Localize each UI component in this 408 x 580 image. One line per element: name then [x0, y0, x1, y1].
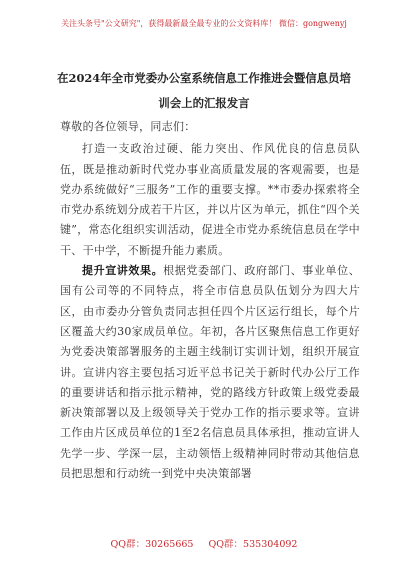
document-body [60, 117, 360, 484]
title-line-2: 训会上的汇报发言 [158, 96, 250, 110]
paragraph-1: 打造一支政治过硬、能力突出、作风优良的信息员队伍，既是推动新时代党办事业高质量发展的客观需要，也是党办系统做好“三服务”工作的重要支撑。**市委办探索将全市党办系统划分成若干片区，并以片区为单元，抓住“四个关键”，常态化组织实训活动，促进全市党办系统信息员在学中干、干中学，不断提升能力素质。 [60, 142, 360, 257]
footer-qq-group-1: QQ群：30265665 [110, 539, 194, 550]
paragraph-2-text: 根据党委部门、政府部门、事业单位、国有公司等的不同特点，将全市信息员队伍划分为四大片区，由市委办分管负责同志担任四个片区运行组长，每个片区覆盖大约30家成员单位。年初，各片区聚焦信息工作更好为党委决策部署服务的主题主线制订实训计划，组织开展宣讲。宣讲内容主要包括习近平总书记关于新时代办公厅工作的重要讲话和指示批示精神，党的路线方针政策上级党委最新决策部署以及上级领导关于党办工作的指示要求等。宣讲工作由片区成员单位的1至2名信息员具体承担，推动宣讲人先学一步、学深一层，主动领悟上级精神同时带动其他信息员把思想和行动统一到党中央决策部署 [60, 264, 360, 481]
paragraph-2 [60, 261, 360, 484]
footer-qq-groups [0, 536, 408, 550]
footer-qq-group-2: QQ群：535304092 [208, 539, 298, 550]
promo-header: 关注头条号"公文研究"，获得最新最全最专业的公文资料库！ 微信：gongwenyj [61, 19, 347, 28]
document-title [44, 66, 364, 116]
paragraph-2-lead: 提升宣讲效果。 [82, 264, 164, 278]
title-line-1: 在2024年全市党委办公室系统信息工作推进会暨信息员培 [57, 71, 351, 85]
greeting: 尊敬的各位领导，同志们： [60, 120, 196, 133]
